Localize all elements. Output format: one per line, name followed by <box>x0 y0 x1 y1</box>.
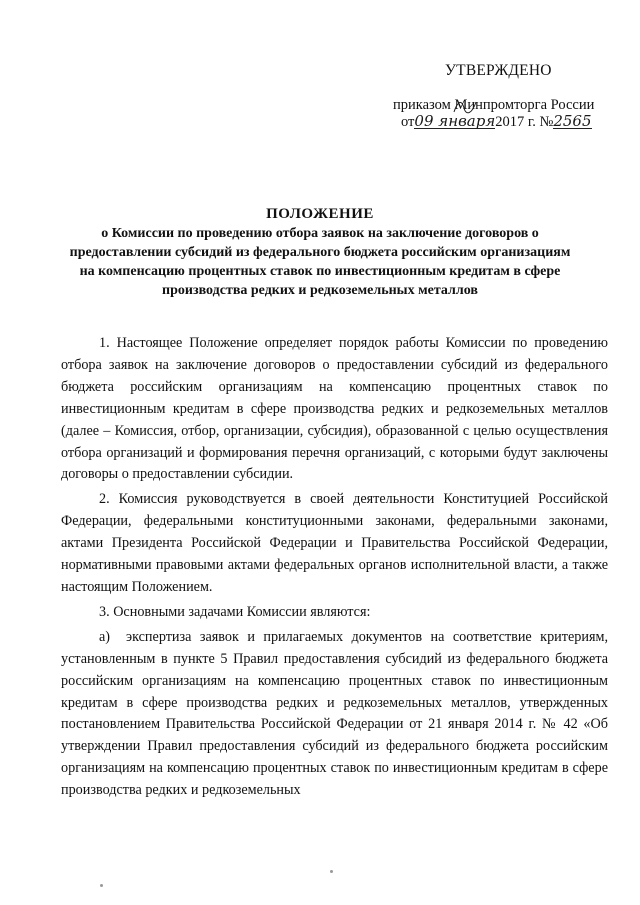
subpara-text: экспертиза заявок и прилагаемых документов на соответствие критериям, установленным в пункте 5 Правил предоставления субсидий из федерального бюджета российским организациям на компенсацию процентных ставок по инвестиционным кредитам в сфере производства редких и редкоземельных металлов, утвержденных постановлением Правительства Российской Федерации от 21 января 2014 г. № 42 «Об утверждении Правил предоставления субсидий из федерального бюджета российским организациям на компенсацию процентных ставок по инвестиционным кредитам в сфере производства редких и редкоземельных <box>61 628 608 799</box>
approval-date-line <box>401 114 592 131</box>
document-body <box>61 333 608 802</box>
paragraph-3a <box>61 627 608 802</box>
subpara-marker: а) <box>99 628 111 645</box>
handwritten-date: 09 января <box>414 112 496 130</box>
paragraph-1: 1. Настоящее Положение определяет порядок работы Комиссии по проведению отбора заявок на заключение договоров о предоставлении субсидий из федерального бюджета российским организациям на компенсацию процентных ставок по инвестиционным кредитам в сфере производства редких и редкоземельных металлов (далее – Комиссия, отбор, организации, субсидия), образованной с целью осуществления отбора организаций и формирования перечня организаций, с которыми будут заключены договоры о предоставлении субсидии. <box>61 335 608 483</box>
scan-artifact-dot <box>100 884 103 887</box>
paragraph-3: 3. Основными задачами Комиссии являются: <box>99 603 371 620</box>
title-line: на компенсацию процентных ставок по инвестиционным кредитам в сфере <box>79 264 561 279</box>
date-prefix: от <box>401 114 415 130</box>
approval-order-line: приказом Минпромторга России <box>393 97 595 113</box>
title-main: ПОЛОЖЕНИЕ <box>266 206 374 222</box>
title-line: производства редких и редкоземельных металлов <box>162 283 478 298</box>
paragraph-2: 2. Комиссия руководствуется в своей деятельности Конституцией Российской Федерации, федеральными конституционными законами, федеральными законами, актами Президента Российской Федерации и Правительства Российской Федерации, нормативными правовыми актами федеральных органов исполнительной власти, а также настоящим Положением. <box>61 491 608 595</box>
approval-heading: УТВЕРЖДЕНО <box>445 62 552 79</box>
date-suffix: 2017 г. № <box>495 114 554 130</box>
signature-mark <box>452 96 478 116</box>
document-title <box>40 205 600 300</box>
title-line: предоставлении субсидий из федерального бюджета российским организациям <box>69 245 571 260</box>
scan-artifact-dot <box>330 870 333 873</box>
handwritten-number: 2565 <box>553 112 592 130</box>
title-line: о Комиссии по проведению отбора заявок на заключение договоров о <box>101 226 539 241</box>
